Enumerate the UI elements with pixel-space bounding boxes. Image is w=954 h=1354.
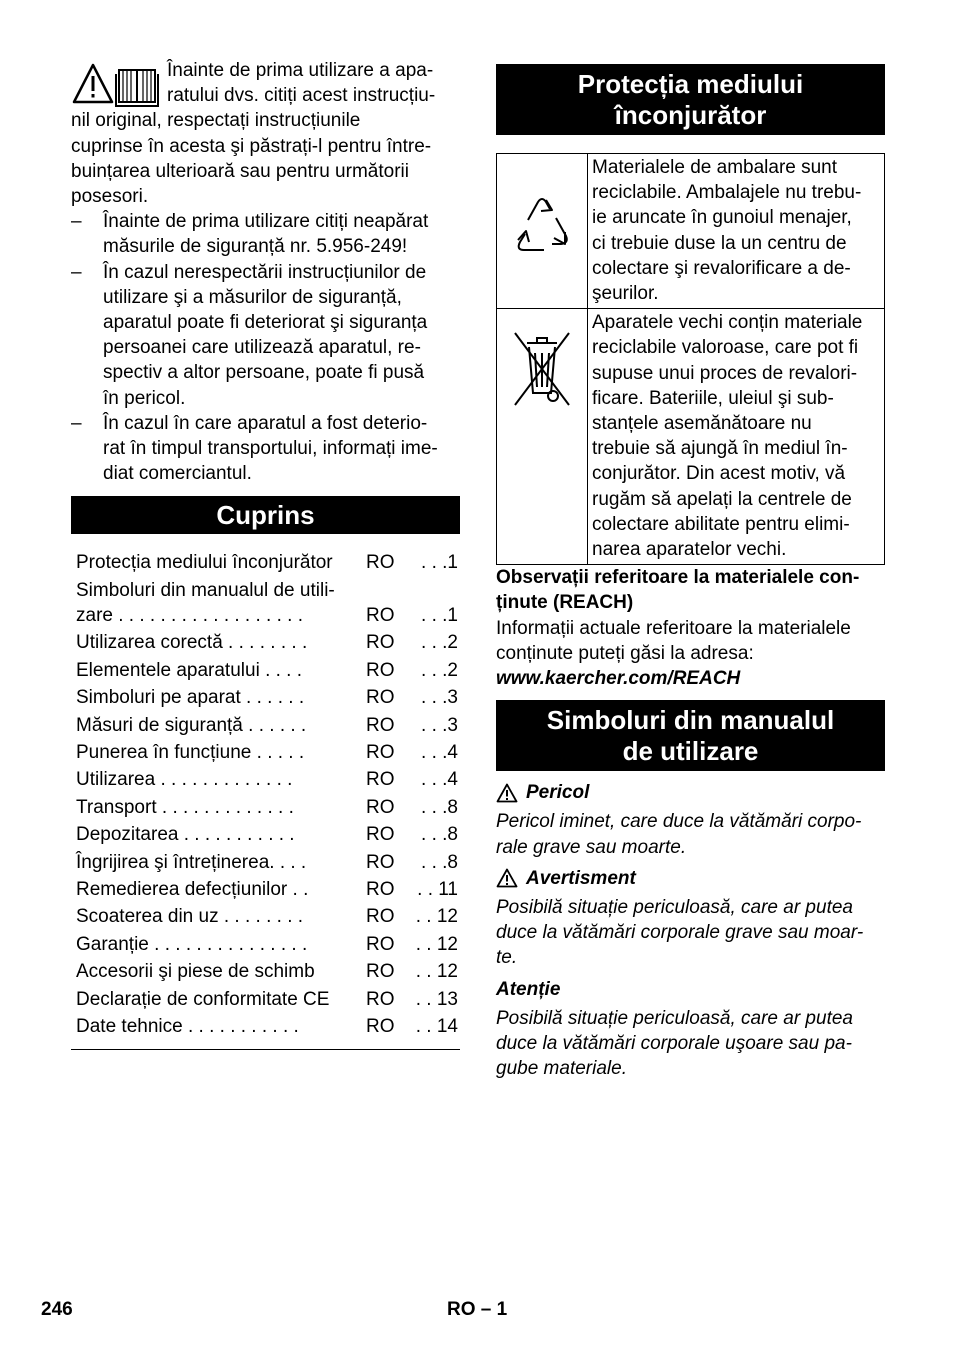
bullet-item: [71, 411, 460, 487]
toc-entry[interactable]: [71, 630, 460, 655]
env-line: colectare abilitate pentru elimi-: [592, 513, 850, 535]
toc-lang: RO: [366, 687, 395, 709]
toc-title: Depozitarea . . . . . . . . . . .: [76, 824, 295, 846]
bullet-line: spectiv a altor persoane, poate fi pusă: [103, 362, 425, 384]
env-line: ie aruncate în gunoiul menajer,: [592, 207, 852, 229]
avertisment-line: duce la vătămări corporale grave sau moar-: [496, 922, 864, 944]
toc-entry[interactable]: [71, 740, 460, 765]
atentie-line: gube materiale.: [496, 1058, 627, 1080]
bullet-line: în pericol.: [103, 387, 186, 409]
pericol-label-row: [496, 780, 885, 805]
toc-title: Punerea în funcțiune . . . . .: [76, 742, 305, 763]
right-column: [496, 64, 885, 1082]
toc-entry[interactable]: [71, 550, 460, 575]
weee-text: [588, 309, 885, 565]
env-line: ci trebuie duse la un centru de: [592, 232, 847, 254]
table-row: [497, 154, 885, 309]
toc-page: . . .1: [421, 552, 458, 574]
bullet-line: În cazul în care aparatul a fost deterio-: [103, 412, 428, 434]
reach-heading-line: Observații referitoare la materialele con-: [496, 567, 860, 589]
toc-entry[interactable]: [71, 685, 460, 710]
toc-lang: RO: [366, 742, 395, 763]
reach-text-line: conținute puteți găsi la adresa:: [496, 642, 754, 664]
env-line: Aparatele vechi conțin materiale: [592, 312, 863, 334]
table-row: [497, 309, 885, 565]
cuprins-header: Cuprins: [71, 496, 460, 534]
environment-header: [496, 64, 885, 135]
toc-entry[interactable]: [71, 767, 460, 792]
toc-entry[interactable]: [71, 932, 460, 957]
toc-title: Simboluri din manualul de utili-: [76, 579, 335, 601]
env-line: reciclabile valoroase, care pot fi: [592, 337, 859, 359]
toc-page: . . 13: [415, 988, 458, 1010]
toc-lang: RO: [366, 906, 395, 928]
toc-lang: RO: [366, 824, 395, 846]
env-line: supuse unui proces de revalori-: [592, 362, 858, 384]
toc-lang: RO: [366, 878, 395, 900]
toc-title: Declarație de conformitate CE: [76, 988, 330, 1010]
bullet-item: [71, 260, 460, 411]
env-line: rugăm să apelați la centrele de: [592, 488, 852, 510]
toc-page: . . .8: [421, 796, 458, 818]
symbols-section: [496, 780, 885, 1081]
symbols-title: de utilizare: [622, 735, 759, 766]
toc-lang: RO: [366, 933, 395, 955]
toc-title: Elementele aparatului . . . .: [76, 659, 303, 681]
toc-lang: RO: [366, 851, 395, 873]
toc-page: . . 11: [417, 878, 458, 900]
reach-text-line: Informații actuale referitoare la materialele: [496, 617, 851, 639]
env-line: şeurilor.: [592, 283, 659, 305]
avertisment-label: Avertisment: [526, 867, 636, 889]
toc-lang: RO: [366, 714, 395, 736]
toc-page: . . 14: [415, 1015, 458, 1037]
toc-lang: RO: [366, 1015, 395, 1037]
dash-marker: –: [71, 211, 82, 233]
toc-page: . . .3: [421, 714, 458, 736]
bullet-line: Înainte de prima utilizare citiți neapărat: [103, 211, 429, 233]
toc-entry[interactable]: [71, 795, 460, 820]
reach-heading-line: ținute (REACH): [496, 592, 634, 614]
left-column: [71, 58, 460, 1050]
toc-entry[interactable]: [71, 959, 460, 984]
bullet-line: persoanei care utilizează aparatul, re-: [103, 337, 421, 359]
intro-line: buințarea ulterioară sau pentru următorii: [71, 160, 409, 182]
environment-title: înconjurător: [614, 99, 767, 130]
toc-entry[interactable]: [71, 822, 460, 847]
intro-line: nil original, respectați instrucțiunile: [71, 110, 361, 132]
toc-page: . . .8: [421, 824, 458, 846]
toc-title: Protecția mediului înconjurător: [76, 552, 333, 574]
page-number: 246: [41, 1299, 73, 1320]
bullet-line: rat în timpul transportului, informați ime-: [103, 438, 438, 460]
atentie-line: duce la vătămări corporale uşoare sau pa-: [496, 1033, 852, 1055]
crossed-bin-icon: [509, 323, 575, 413]
toc-page: . . .2: [421, 632, 458, 654]
toc-entry[interactable]: [71, 850, 460, 875]
toc-page: . . 12: [415, 933, 458, 955]
toc-entry[interactable]: [71, 987, 460, 1012]
bullet-line: diat comerciantul.: [103, 463, 252, 485]
toc-title: Simboluri pe aparat . . . . . .: [76, 687, 305, 709]
toc-lang: RO: [366, 796, 395, 818]
env-line: stanțele asemănătoare nu: [592, 413, 812, 435]
toc-page: . . .4: [421, 742, 458, 763]
toc-title: Scoaterea din uz . . . . . . . .: [76, 906, 304, 928]
toc-title: Accesorii şi piese de schimb: [76, 961, 315, 983]
warning-manual-icon: [71, 62, 159, 108]
warning-icon: [496, 783, 518, 803]
avertisment-line: Posibilă situație periculoasă, care ar putea: [496, 897, 853, 919]
intro-line: cuprinse în acesta şi păstrați-l pentru între-: [71, 135, 432, 157]
toc-entry[interactable]: [71, 877, 460, 902]
environment-title: Protecția mediului: [577, 68, 804, 99]
dash-marker: –: [71, 261, 82, 283]
toc-entry[interactable]: [71, 904, 460, 929]
toc-lang: RO: [366, 552, 395, 574]
pericol-line: rale grave sau moarte.: [496, 836, 687, 858]
avertisment-line: te.: [496, 947, 518, 969]
bullet-line: aparatul poate fi deteriorat şi siguranța: [103, 312, 428, 334]
environment-table: [496, 153, 885, 565]
toc-entry[interactable]: [71, 578, 460, 628]
recycle-text: [588, 154, 885, 309]
reach-link[interactable]: www.kaercher.com/REACH: [496, 668, 741, 690]
intro-section: [71, 58, 460, 486]
toc-title: Remedierea defecțiunilor . .: [76, 878, 309, 900]
dash-marker: –: [71, 412, 82, 434]
toc-page: . . .3: [421, 687, 458, 709]
toc-title: Date tehnice . . . . . . . . . . .: [76, 1015, 299, 1037]
intro-line: posesori.: [71, 186, 149, 208]
toc-lang: RO: [366, 961, 395, 983]
symbols-title: Simboluri din manualul: [546, 704, 835, 735]
env-line: narea aparatelor vechi.: [592, 539, 787, 561]
toc-page: . . 12: [415, 906, 458, 928]
page-label: RO – 1: [447, 1299, 508, 1320]
recycle-icon: [504, 188, 580, 268]
atentie-label: Atenție: [496, 978, 561, 1000]
intro-line: ratului dvs. citiți acest instrucțiu-: [167, 85, 436, 107]
toc-title: Transport . . . . . . . . . . . . .: [76, 796, 294, 818]
env-line: colectare şi revalorificare a de-: [592, 257, 851, 279]
toc-entry[interactable]: [71, 713, 460, 738]
pericol-line: Pericol iminet, care duce la vătămări corpo-: [496, 811, 862, 833]
toc-page: . . 12: [415, 961, 458, 983]
pericol-text: [496, 809, 885, 859]
weee-icon-cell: [497, 309, 588, 565]
toc-title: zare . . . . . . . . . . . . . . . . . .: [76, 605, 303, 627]
atentie-line: Posibilă situație periculoasă, care ar putea: [496, 1007, 853, 1029]
avertisment-label-row: [496, 866, 885, 891]
toc-lang: RO: [366, 769, 395, 791]
intro-line: Înainte de prima utilizare a apa-: [167, 60, 434, 81]
toc-entry[interactable]: [71, 658, 460, 683]
toc-title: Îngrijirea şi întreținerea. . . .: [76, 851, 307, 873]
toc-title: Măsuri de siguranță . . . . . .: [76, 714, 307, 736]
env-line: trebuie să ajungă în mediul în-: [592, 438, 848, 460]
toc-lang: RO: [366, 988, 395, 1010]
recycle-icon-cell: [497, 154, 588, 309]
reach-heading: [496, 565, 885, 615]
toc-page: . . .2: [421, 659, 458, 681]
symbols-header: [496, 700, 885, 771]
reach-text: [496, 616, 885, 666]
toc-page: . . .4: [421, 769, 458, 791]
env-line: reciclabile. Ambalajele nu trebu-: [592, 182, 862, 204]
reach-section: [496, 565, 885, 691]
warning-icon: [496, 868, 518, 888]
bullet-line: utilizare şi a măsurilor de siguranță,: [103, 286, 402, 308]
toc-page: . . .8: [421, 851, 458, 873]
toc-lang: RO: [366, 659, 395, 681]
bullet-line: În cazul nerespectării instrucțiunilor de: [103, 261, 427, 283]
atentie-text: [496, 1006, 885, 1082]
toc-entry[interactable]: [71, 1014, 460, 1039]
toc-lang: RO: [366, 605, 395, 627]
toc-title: Garanție . . . . . . . . . . . . . . .: [76, 933, 308, 955]
bullet-item: [71, 209, 460, 259]
bullet-line: măsurile de siguranță nr. 5.956-249!: [103, 236, 408, 258]
env-line: ficare. Bateriile, uleiul şi sub-: [592, 387, 834, 409]
avertisment-text: [496, 895, 885, 971]
env-line: Materialele de ambalare sunt: [592, 157, 838, 178]
env-line: conjurător. Din acest motiv, vă: [592, 463, 846, 485]
table-of-contents: [71, 550, 460, 1050]
toc-title: Utilizarea . . . . . . . . . . . . .: [76, 769, 293, 791]
pericol-label: Pericol: [526, 782, 590, 804]
toc-title: Utilizarea corectă . . . . . . . .: [76, 632, 308, 654]
toc-lang: RO: [366, 632, 395, 654]
toc-page: . . .1: [421, 605, 458, 627]
